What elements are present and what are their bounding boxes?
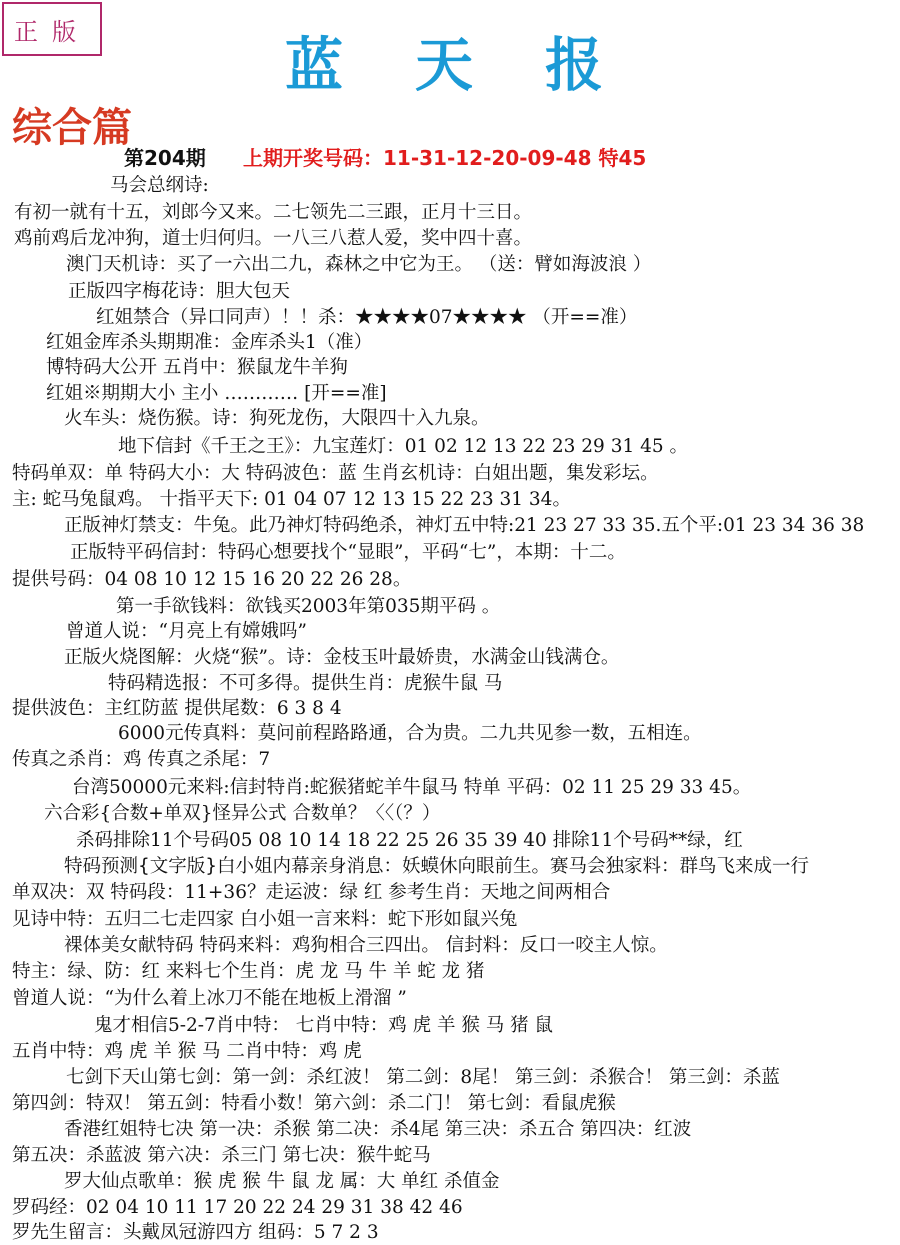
text-line: 正版火烧图解：火烧“猴”。诗：金枝玉叶最娇贵，水满金山钱满仓。 (64, 647, 620, 668)
text-line: 鸡前鸡后龙冲狗，道士归何归。一八三八惹人爱，奖中四十喜。 (14, 228, 533, 249)
text-line: 特主：绿、防：红 来料七个生肖：虎 龙 马 牛 羊 蛇 龙 猪 (12, 961, 485, 982)
text-line: 特码单双：单 特码大小：大 特码波色：蓝 生肖玄机诗：白姐出题，集发彩坛。 (12, 463, 659, 484)
text-line: 正版特平码信封：特码心想要找个“显眼”，平码“七”，本期：十二。 (70, 542, 626, 563)
text-line: 传真之杀肖：鸡 传真之杀尾：7 (12, 749, 271, 770)
text-line: 第四剑：特双！ 第五剑：特看小数！第六剑：杀二门！ 第七剑：看鼠虎猴 (12, 1093, 616, 1114)
text-line: 6000元传真料：莫问前程路路通，合为贵。二九共见参一数，五相连。 (118, 723, 702, 744)
text-line: 有初一就有十五，刘郎今又来。二七领先二三跟，正月十三日。 (14, 202, 533, 223)
text-line: 红姐※期期大小 主小 ………… [开==准] (46, 383, 387, 404)
text-line: 罗码经：02 04 10 11 17 20 22 24 29 31 38 42 46 (12, 1197, 463, 1218)
text-line: 罗先生留言：头戴凤冠游四方 组码：5 7 2 3 (12, 1222, 379, 1243)
text-line: 特码精选报：不可多得。提供生肖：虎猴牛鼠 马 (108, 673, 503, 694)
text-line: 地下信封《千王之王》：九宝莲灯：01 02 12 13 22 23 29 31 45 。 (118, 436, 689, 457)
text-line: 罗大仙点歌单：猴 虎 猴 牛 鼠 龙 属：大 单红 杀值金 (64, 1171, 500, 1192)
text-line: 提供号码：04 08 10 12 15 16 20 22 26 28。 (12, 569, 412, 590)
text-line: 杀码排除11个号码05 08 10 14 18 22 25 26 35 39 40 排除11个号码**绿，红 (76, 830, 743, 851)
text-line: 第一手欲钱料：欲钱买2003年第035期平码 。 (116, 596, 501, 617)
text-line: 红姐金库杀头期期准：金库杀头1（准） (46, 332, 373, 353)
text-line: 台湾50000元来料:信封特肖:蛇猴猪蛇羊牛鼠马 特单 平码：02 11 25 29 33 45。 (72, 777, 752, 798)
text-line: 五肖中特：鸡 虎 羊 猴 马 二肖中特：鸡 虎 (12, 1041, 362, 1062)
text-line: 裸体美女献特码 特码来料：鸡狗相合三四出。 信封料：反口一咬主人惊。 (64, 935, 668, 956)
text-line: 曾道人说：“月亮上有嫦娥吗” (66, 621, 307, 642)
masthead-title: 蓝天报 (284, 31, 675, 99)
last-draw-numbers: 上期开奖号码：11-31-12-20-09-48 特45 (243, 146, 647, 170)
text-line: 火车头：烧伤猴。诗：狗死龙伤，大限四十入九泉。 (64, 408, 490, 429)
text-line: 提供波色：主红防蓝 提供尾数：6 3 8 4 (12, 698, 342, 719)
text-line: 第五决：杀蓝波 第六决：杀三门 第七决：猴牛蛇马 (12, 1145, 431, 1166)
text-line: 马会总纲诗: (110, 175, 209, 196)
text-line: 主: 蛇马兔鼠鸡。 十指平天下: 01 04 07 12 13 15 22 23 31 34。 (12, 489, 571, 510)
text-line: 红姐禁合（异口同声）！！杀：★★★★07★★★★ （开==准） (96, 307, 638, 328)
text-line: 香港红姐特七决 第一决：杀猴 第二决：杀4尾 第三决：杀五合 第四决：红波 (64, 1119, 692, 1140)
text-line: 博特码大公开 五肖中：猴鼠龙牛羊狗 (46, 357, 348, 378)
text-line: 曾道人说：“为什么着上冰刀不能在地板上滑溜 ” (12, 988, 407, 1009)
section-title: 综合篇 (12, 104, 132, 151)
text-line: 特码预测{文字版}白小姐内幕亲身消息：妖蟆休向眼前生。赛马会独家料：群鸟飞来成一行 (64, 856, 810, 877)
issue-number: 第204期 (124, 146, 206, 170)
genuine-badge: 正版 (2, 2, 102, 56)
text-line: 单双决：双 特码段：11+36？走运波：绿 红 参考生肖：天地之间两相合 (12, 882, 611, 903)
text-line: 正版四字梅花诗：胆大包天 (68, 281, 291, 302)
text-line: 鬼才相信5-2-7肖中特： 七肖中特：鸡 虎 羊 猴 马 猪 鼠 (94, 1015, 553, 1036)
text-line: 正版神灯禁支：牛兔。此乃神灯特码绝杀，神灯五中特:21 23 27 33 35.五个平:01 23 34 36 38 (64, 515, 865, 536)
text-line: 澳门天机诗：买了一六出二九，森林之中它为王。 （送：臂如海波浪 ） (66, 254, 652, 275)
text-line: 见诗中特：五归二七走四家 白小姐一言来料：蛇下形如鼠兴兔 (12, 909, 518, 930)
text-line: 七剑下天山第七剑：第一剑：杀红波！ 第二剑：8尾！ 第三剑：杀猴合！ 第三剑：杀蓝 (66, 1067, 780, 1088)
text-line: 六合彩{合数+单双}怪异公式 合数单？〈〈（？） (44, 803, 441, 824)
